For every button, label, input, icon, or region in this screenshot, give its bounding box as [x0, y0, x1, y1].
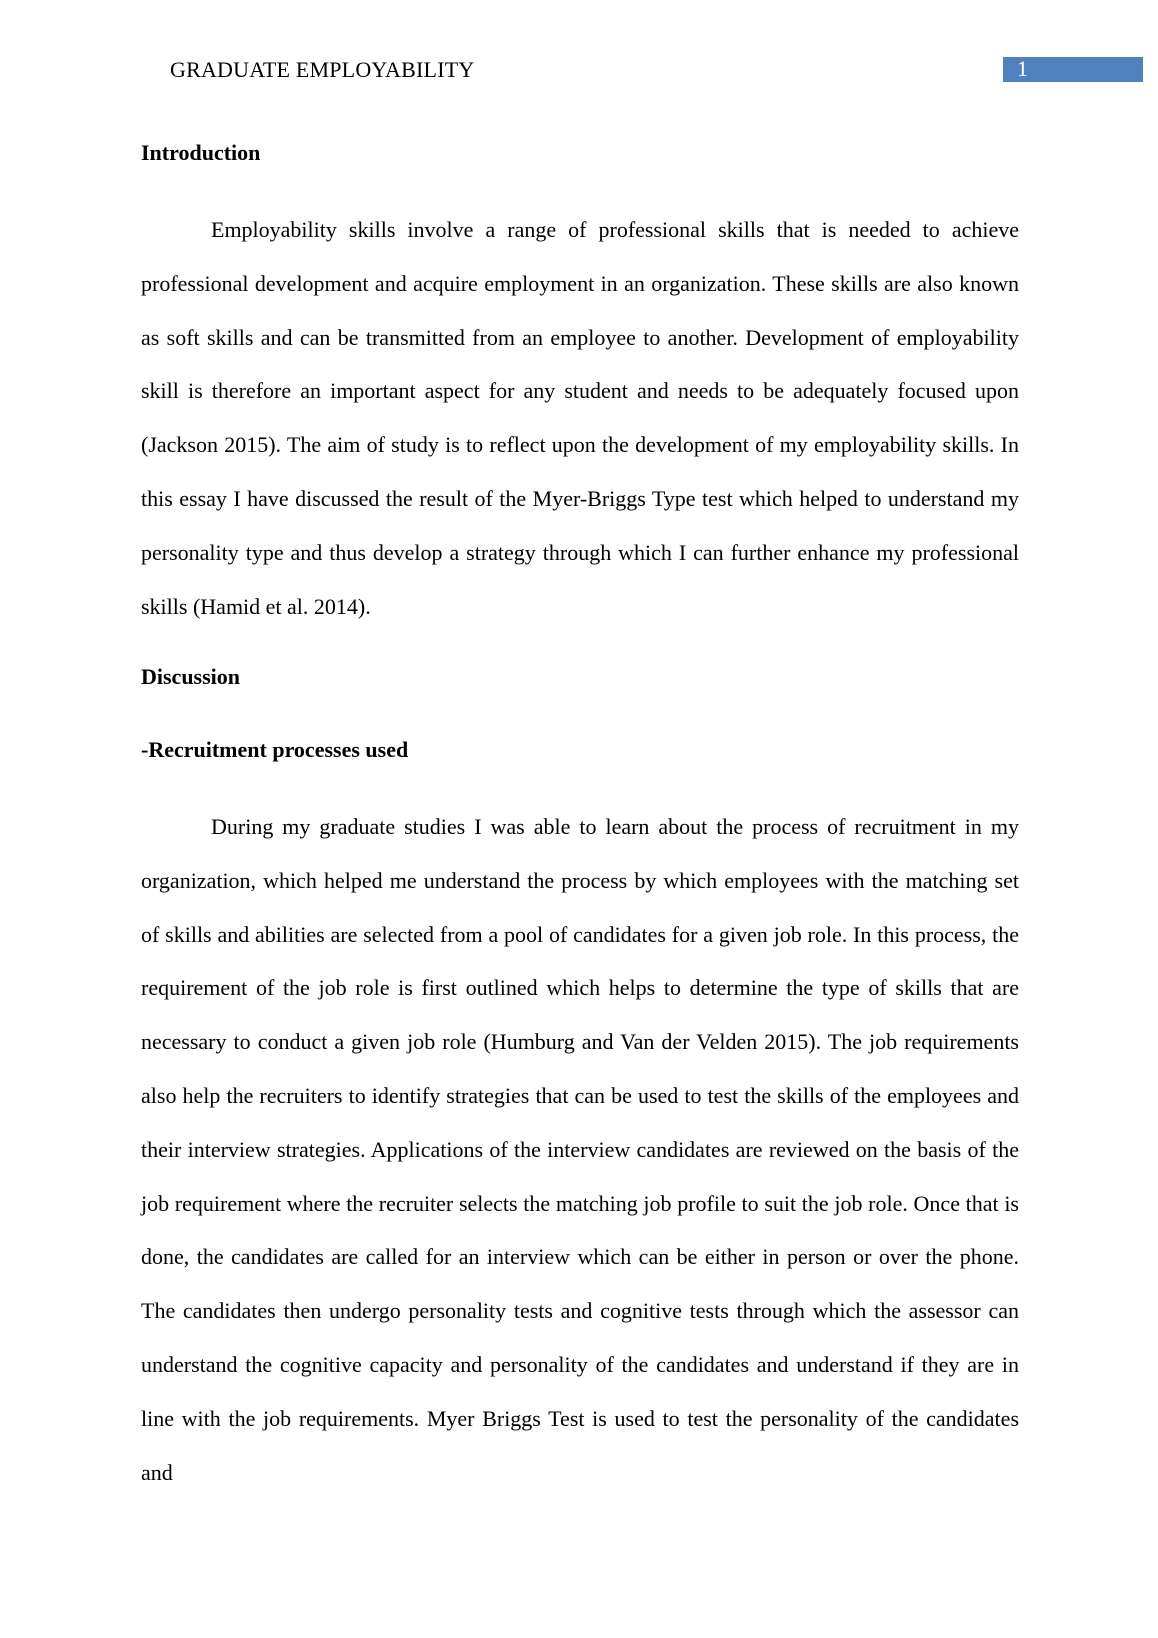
recruitment-subheading: -Recruitment processes used	[141, 737, 409, 762]
page-number-box	[1003, 57, 1143, 82]
discussion-heading: Discussion	[141, 664, 241, 689]
introduction-paragraph: Employability skills involve a range of professional skills that is needed to achieve professional development and acquire employment in an organization. These skills are also known as soft skills and can be transmitted from an employee to another. Development of employability skill is therefore an important aspect for any student and needs to be adequately focused upon (Jackson 2015). The aim of study is to reflect upon the development of my employability skills. In this essay I have discussed the result of the Myer-Briggs Type test which helped to understand my personality type and thus develop a strategy through which I can further enhance my professional skills (Hamid et al. 2014).	[141, 217, 1019, 619]
running-head: GRADUATE EMPLOYABILITY	[170, 57, 475, 82]
recruitment-paragraph: During my graduate studies I was able to learn about the process of recruitment in my organization, which helped me understand the process by which employees with the matching set of skills and abilities are selected from a pool of candidates for a given job role. In this process, the requirement of the job role is first outlined which helps to determine the type of skills that are necessary to conduct a given job role (Humburg and Van der Velden 2015). The job requirements also help the recruiters to identify strategies that can be used to test the skills of the employees and their interview strategies. Applications of the interview candidates are reviewed on the basis of the job requirement where the recruiter selects the matching job profile to suit the job role. Once that is done, the candidates are called for an interview which can be either in person or over the phone. The candidates then undergo personality tests and cognitive tests through which the assessor can understand the cognitive capacity and personality of the candidates and understand if they are in line with the job requirements. Myer Briggs Test is used to test the personality of the candidates and	[141, 814, 1019, 1485]
page-number: 1	[1017, 56, 1028, 81]
introduction-heading: Introduction	[141, 140, 261, 165]
